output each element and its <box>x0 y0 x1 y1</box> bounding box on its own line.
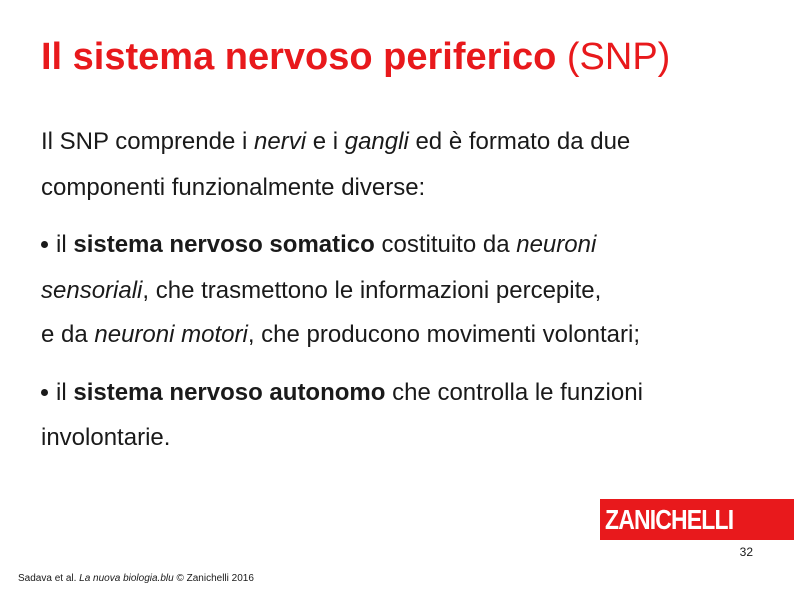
bullet-term: neuroni <box>516 231 597 258</box>
intro-term-nervi: nervi <box>254 128 307 155</box>
bullet-text: costituito da <box>374 231 517 258</box>
bullet-term-somatico: sistema nervoso somatico <box>73 231 375 258</box>
intro-text: ed è formato da due <box>408 128 631 155</box>
bullet-text: il <box>56 379 74 406</box>
bullet-2-line-2: involontarie. <box>41 424 171 451</box>
bullet-text: il <box>56 231 74 258</box>
bullet-text: , che producono movimenti volontari; <box>247 321 641 348</box>
footer-book-title: La nuova biologia.blu <box>79 573 174 584</box>
title-abbreviation: (SNP) <box>566 36 671 78</box>
footer-citation <box>18 573 254 584</box>
title-bold: Il sistema nervoso periferico <box>41 36 557 78</box>
bullet-2-line-1 <box>41 379 781 407</box>
bullet-text: che controlla le funzioni <box>385 379 643 406</box>
bullet-dot-icon <box>41 389 48 396</box>
page-number: 32 <box>739 545 753 559</box>
intro-line-1 <box>41 128 781 156</box>
footer-text: Sadava et al. <box>18 573 80 584</box>
intro-text: e i <box>306 128 345 155</box>
footer-text: © Zanichelli 2016 <box>173 573 254 584</box>
intro-text: Il SNP comprende i <box>41 128 254 155</box>
bullet-dot-icon <box>41 241 48 248</box>
bullet-term-autonomo: sistema nervoso autonomo <box>73 379 386 406</box>
slide-title <box>41 34 670 80</box>
intro-term-gangli: gangli <box>344 128 409 155</box>
bullet-term: neuroni motori <box>94 321 248 348</box>
bullet-text: , che trasmettono le informazioni percepite, <box>142 277 602 304</box>
bullet-1-line-1 <box>41 231 781 259</box>
bullet-1-line-3 <box>41 321 781 349</box>
intro-line-2: componenti funzionalmente diverse: <box>41 174 426 201</box>
bullet-term: sensoriali <box>41 277 143 304</box>
zanichelli-logo <box>600 499 794 540</box>
logo-text: ZANICHELLI <box>605 504 734 535</box>
bullet-1-line-2 <box>41 277 781 305</box>
bullet-text: e da <box>41 321 95 348</box>
